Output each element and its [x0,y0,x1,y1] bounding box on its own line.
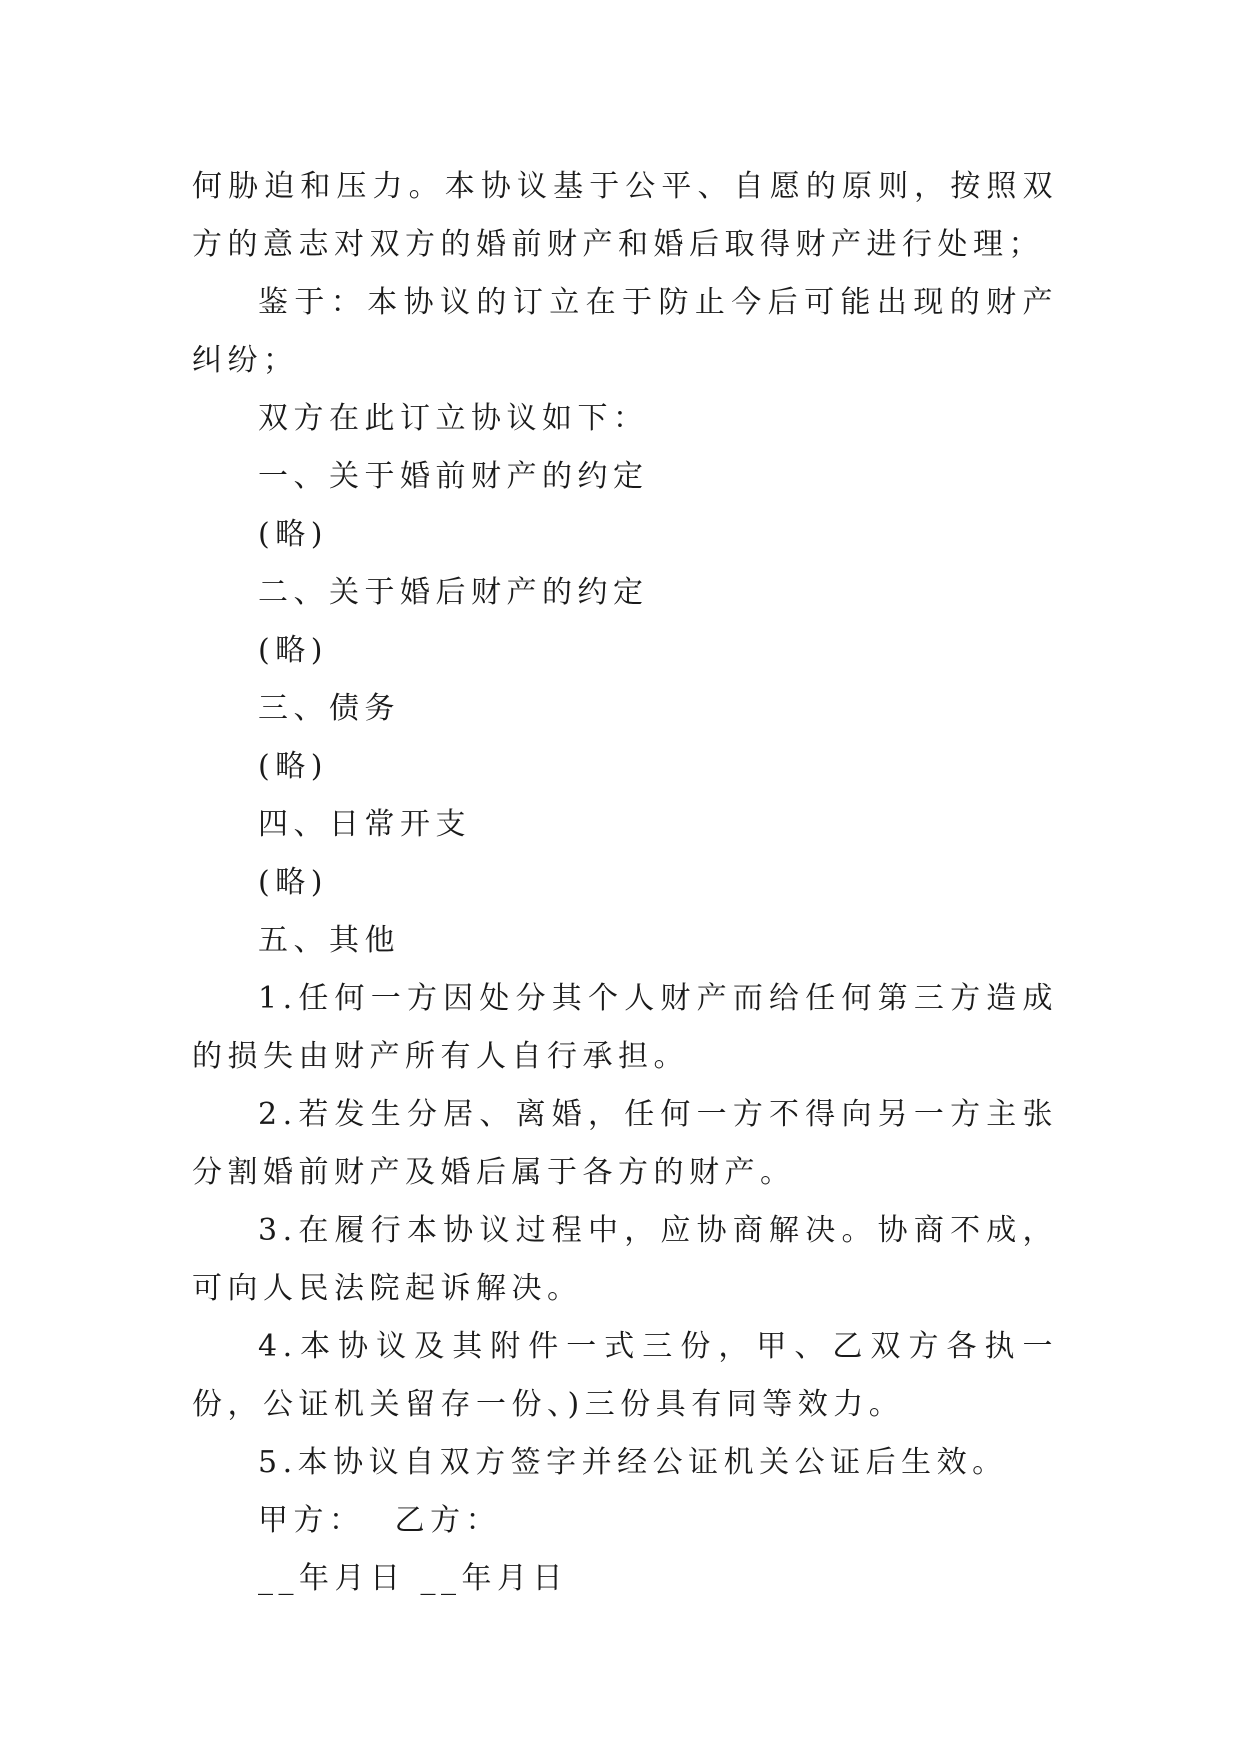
section-heading-other: 五、其他 [258,923,400,958]
section-heading-premarital-property: 一、关于婚前财产的约定 [258,459,649,494]
clause-3: 3.在履行本协议过程中，应协商解决。协商不成，可向人民法院起诉解决。 [192,1213,1058,1306]
section-body-omitted: (略) [258,633,328,668]
document-body [192,158,1058,1608]
signature-parties-line: 甲方： 乙方： [258,1503,502,1538]
section-heading-daily-expenses: 四、日常开支 [258,807,471,842]
paragraph-agreement-intro: 双方在此订立协议如下： [258,401,649,436]
section-body-omitted: (略) [258,865,328,900]
section-heading-debts: 三、债务 [258,691,400,726]
clause-2: 2.若发生分居、离婚，任何一方不得向另一方主张分割婚前财产及婚后属于各方的财产。 [192,1097,1058,1190]
paragraph-opening-continuation: 何胁迫和压力。本协议基于公平、自愿的原则，按照双方的意志对双方的婚前财产和婚后取得财产进行处理； [192,169,1058,262]
clause-5: 5.本协议自双方签字并经公证机关公证后生效。 [258,1445,1008,1480]
section-body-omitted: (略) [258,517,328,552]
clause-4: 4.本协议及其附件一式三份，甲、乙双方各执一份，公证机关留存一份、)三份具有同等效力。 [192,1329,1058,1422]
paragraph-whereas: 鉴于：本协议的订立在于防止今后可能出现的财产纠纷； [192,285,1058,378]
clause-1: 1.任何一方因处分其个人财产而给任何第三方造成的损失由财产所有人自行承担。 [192,981,1058,1074]
signature-date-line: __年月日 __年月日 [258,1561,569,1596]
section-heading-postmarital-property: 二、关于婚后财产的约定 [258,575,649,610]
section-body-omitted: (略) [258,749,328,784]
